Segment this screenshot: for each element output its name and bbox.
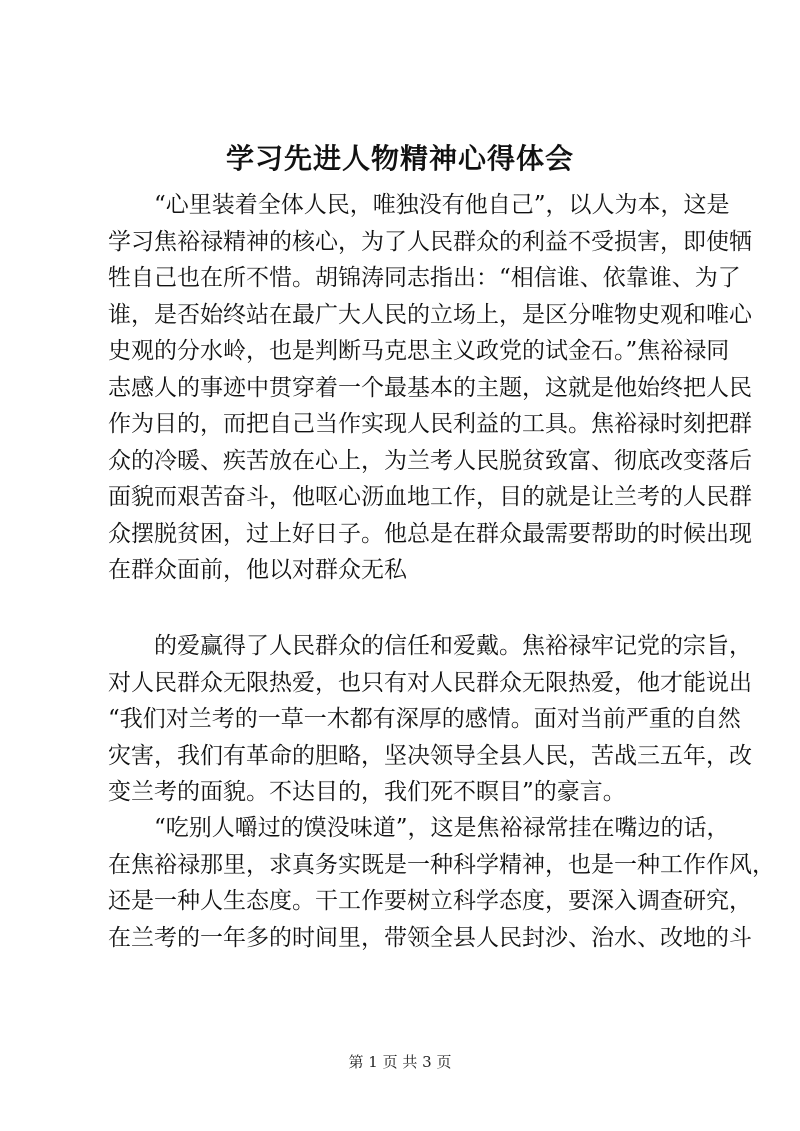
paragraph-line: 作为目的，而把自己当作实现人民利益的工具。焦裕禄时刻把群	[108, 411, 752, 437]
paragraph-1	[108, 187, 752, 589]
paragraph-line: 变兰考的面貌。不达目的，我们死不瞑目”的豪言。	[108, 779, 626, 805]
paragraph-2	[108, 628, 752, 811]
paragraph-line: 对人民群众无限热爱，也只有对人民群众无限热爱，他才能说出	[108, 669, 752, 696]
paragraph-line: 牲自己也在所不惜。胡锦涛同志指出：“相信谁、依靠谁、为了	[108, 265, 741, 291]
paragraph-line: 还是一种人生态度。干工作要树立科学态度，要深入调查研究，	[108, 888, 752, 914]
page-number-footer: 第 1 页 共 3 页	[348, 1053, 452, 1071]
paragraph-line: 史观的分水岭，也是判断马克思主义政党的试金石。”焦裕禄同	[108, 338, 730, 364]
paragraph-line: 面貌而艰苦奋斗，他呕心沥血地工作，目的就是让兰考的人民群	[108, 484, 752, 510]
paragraph-line: 众摆脱贫困，过上好日子。他总是在群众最需要帮助的时候出现	[108, 520, 752, 547]
paragraph-line: 在兰考的一年多的时间里，带领全县人民封沙、治水、改地的斗	[108, 924, 752, 951]
paragraph-line: 在焦裕禄那里，求真务实既是一种科学精神，也是一种工作作风，	[108, 851, 775, 878]
paragraph-line: 众的冷暖、疾苦放在心上，为兰考人民脱贫致富、彻底改变落后	[108, 447, 752, 474]
paragraph-line: 学习焦裕禄精神的核心，为了人民群众的利益不受损害，即使牺	[108, 228, 752, 255]
paragraph-line: 谁，是否始终站在最广大人民的立场上，是区分唯物史观和唯心	[108, 301, 752, 328]
paragraph-line: 的爱赢得了人民群众的信任和爱戴。焦裕禄牢记党的宗旨，	[154, 633, 752, 659]
paragraph-line: 在群众面前，他以对群众无私	[108, 557, 407, 583]
paragraph-line: 灾害，我们有革命的胆略，坚决领导全县人民，苦战三五年，改	[108, 742, 752, 769]
paragraph-line: “心里装着全体人民，唯独没有他自己”，以人为本，这是	[154, 192, 730, 218]
paragraph-3	[108, 810, 775, 956]
paragraph-line: 志感人的事迹中贯穿着一个最基本的主题，这就是他始终把人民	[108, 374, 752, 401]
paragraph-line: “我们对兰考的一草一木都有深厚的感情。面对当前严重的自然	[108, 706, 741, 732]
paragraph-line: “吃别人嚼过的馍没味道”，这是焦裕禄常挂在嘴边的话，	[154, 815, 730, 841]
document-title: 学习先进人物精神心得体会	[225, 142, 574, 175]
